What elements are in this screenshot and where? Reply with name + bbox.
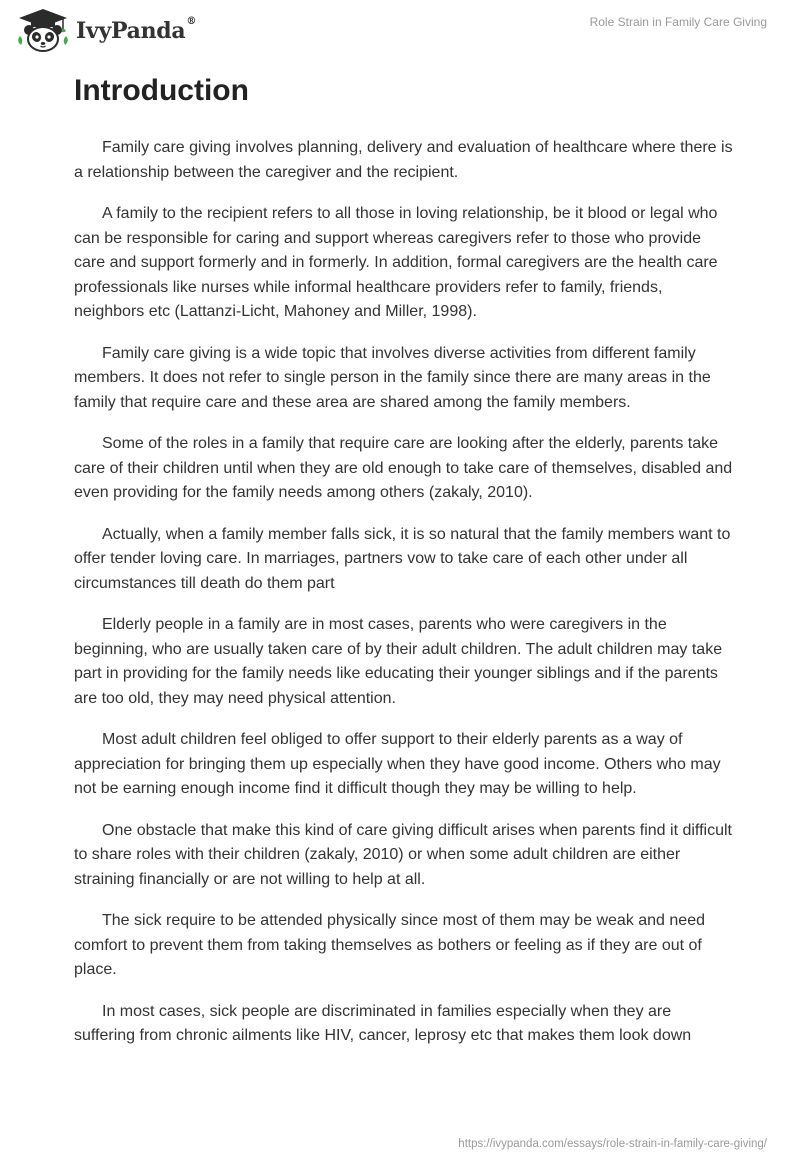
paragraph: Family care giving is a wide topic that involves diverse activities from different family members. It does not refer to single person in the family since there are many areas in the family that require care and these area are shared among the family members. bbox=[74, 344, 711, 411]
paragraph: Some of the roles in a family that require care are looking after the elderly, parents take care of their children until when they are old enough to take care of themselves, disabled and even providing for the family needs among others (zakaly, 2010). bbox=[74, 435, 733, 501]
paragraph: Elderly people in a family are in most cases, parents who were caregivers in the beginning, who are usually taken care of by their adult children. The adult children may take part in providing for the family needs like educating their younger siblings and if the parents are too old, they may need physical attention. bbox=[74, 616, 723, 707]
logo[interactable] bbox=[14, 6, 196, 54]
brand-registered-mark: ® bbox=[186, 16, 197, 27]
paragraph: Family care giving involves planning, delivery and evaluation of healthcare where there is a relationship between the caregiver and the recipient. bbox=[74, 139, 733, 181]
paragraph: Most adult children feel obliged to offer support to their elderly parents as a way of appreciation for bringing them up especially when they have good income. Others who may not be earning enough income find it difficult though they may be willing to help. bbox=[74, 731, 721, 797]
document-header-title: Role Strain in Family Care Giving bbox=[589, 15, 767, 29]
section-title: Introduction bbox=[74, 74, 249, 107]
panda-logo-icon bbox=[14, 6, 72, 54]
paragraph: In most cases, sick people are discriminated in families especially when they are suffering from chronic ailments like HIV, cancer, leprosy etc that makes them look down bbox=[74, 1002, 692, 1044]
footer-url-link[interactable]: https://ivypanda.com/essays/role-strain-in-family-care-giving/ bbox=[458, 1138, 767, 1150]
paragraph: The sick require to be attended physically since most of them may be weak and need comfort to prevent them from taking themselves as bothers or feeling as if they are out of place. bbox=[74, 912, 705, 978]
paragraph: Actually, when a family member falls sick, it is so natural that the family members want to offer tender loving care. In marriages, partners vow to take care of each other under all circumstances till death do them part bbox=[74, 525, 731, 592]
paragraph: One obstacle that make this kind of care giving difficult arises when parents find it difficult to share roles with their children (zakaly, 2010) or when some adult children are either straining financially or are not willing to help at all. bbox=[74, 821, 732, 888]
brand-name: IvyPanda® bbox=[76, 16, 197, 44]
paragraph: A family to the recipient refers to all those in loving relationship, be it blood or legal who can be responsible for caring and support whereas caregivers refer to those who provide care and support formerly and in formerly. In addition, formal caregivers are the health care professionals like nurses while informal healthcare providers refer to family, friends, neighbors etc (Lattanzi-Licht, Mahoney and Miller, 1998). bbox=[74, 205, 718, 320]
essay-content bbox=[74, 72, 734, 1066]
